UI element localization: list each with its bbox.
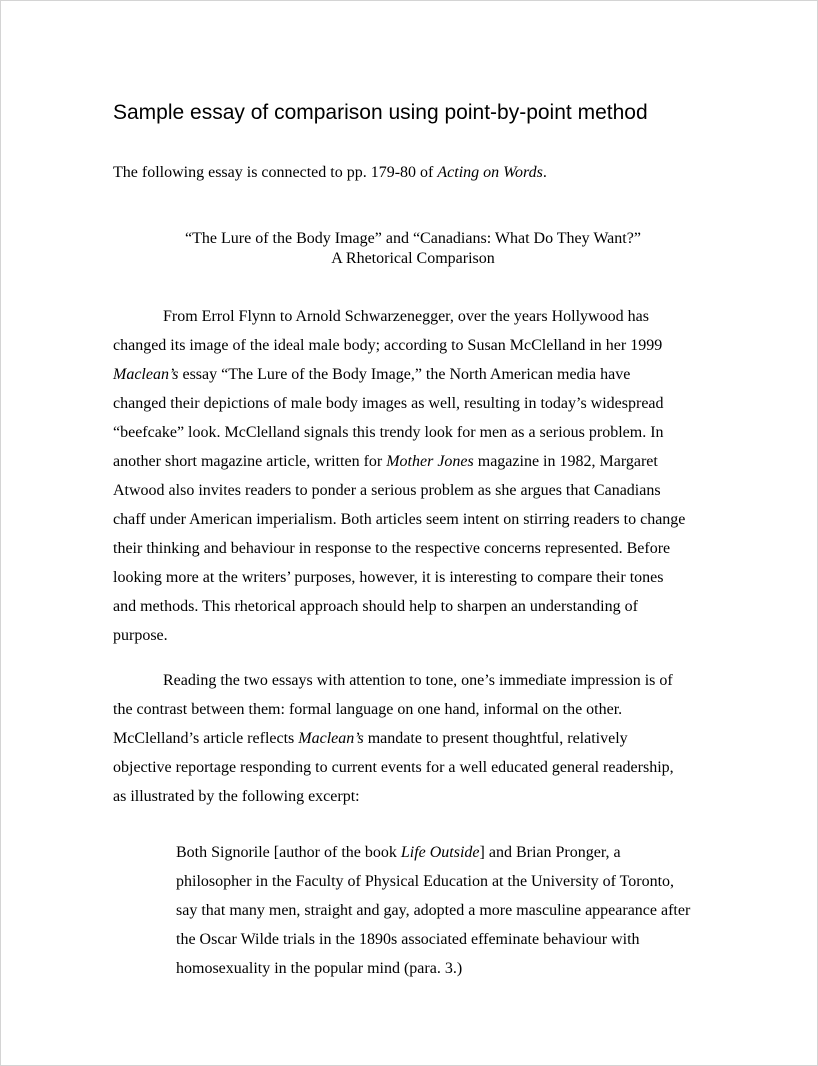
paragraph-2-line-1: Reading the two essays with attention to tone, one’s immediate impression is of bbox=[163, 672, 673, 689]
paragraph-1 bbox=[113, 302, 717, 650]
block-quote-line-5: homosexuality in the popular mind (para. 3.) bbox=[176, 960, 463, 977]
paragraph-1-line-9: their thinking and behaviour in response to the respective concerns represented. Before bbox=[113, 540, 671, 557]
paragraph-2-line-5: as illustrated by the following excerpt: bbox=[113, 788, 360, 805]
paragraph-1-line-6-pre: another short magazine article, written for bbox=[113, 453, 387, 470]
paragraph-1-line-8: chaff under American imperialism. Both articles seem intent on stirring readers to change bbox=[113, 511, 686, 528]
block-quote-line-3: say that many men, straight and gay, adopted a more masculine appearance after bbox=[176, 902, 691, 919]
intro-text: The following essay is connected to pp. 179-80 of bbox=[113, 164, 438, 181]
paragraph-2-line-4: objective reportage responding to current events for a well educated general readership, bbox=[113, 759, 674, 776]
intro-source-title: Acting on Words bbox=[437, 164, 543, 181]
paragraph-2-line-3-pre: McClelland’s article reflects bbox=[113, 730, 299, 747]
paragraph-1-line-2: changed its image of the ideal male body; according to Susan McClelland in her 1999 bbox=[113, 337, 663, 354]
paragraph-1-line-3-text: essay “The Lure of the Body Image,” the North American media have bbox=[178, 366, 631, 383]
paragraph-1-line-6 bbox=[113, 447, 717, 476]
block-quote bbox=[176, 838, 721, 983]
essay-subtitle: A Rhetorical Comparison bbox=[331, 250, 495, 267]
paragraph-2-line-3 bbox=[113, 724, 717, 753]
paragraph-1-line-3 bbox=[113, 360, 717, 389]
block-quote-line-1-post: ] and Brian Pronger, a bbox=[479, 844, 621, 861]
block-quote-line-1 bbox=[176, 838, 721, 867]
paragraph-2-line-2: the contrast between them: formal language on one hand, informal on the other. bbox=[113, 701, 623, 718]
intro-line bbox=[113, 162, 547, 184]
paragraph-2 bbox=[113, 666, 717, 811]
publication-name: Mother Jones bbox=[386, 453, 474, 470]
book-title: Life Outside bbox=[400, 844, 480, 861]
paragraph-1-line-7: Atwood also invites readers to ponder a serious problem as she argues that Canadians bbox=[113, 482, 661, 499]
paragraph-1-line-1: From Errol Flynn to Arnold Schwarzenegger, over the years Hollywood has bbox=[163, 308, 649, 325]
paragraph-1-line-10: looking more at the writers’ purposes, however, it is interesting to compare their tones bbox=[113, 569, 664, 586]
paragraph-1-line-5: “beefcake” look. McClelland signals this trendy look for men as a serious problem. In bbox=[113, 424, 664, 441]
paragraph-1-line-12: purpose. bbox=[113, 627, 168, 644]
essay-heading bbox=[113, 229, 713, 269]
publication-name: Maclean’s bbox=[113, 366, 179, 383]
intro-end: . bbox=[542, 164, 547, 181]
paragraph-1-line-6-post: magazine in 1982, Margaret bbox=[473, 453, 658, 470]
essay-title: “The Lure of the Body Image” and “Canadians: What Do They Want?” bbox=[185, 230, 641, 247]
document-title: Sample essay of comparison using point-by-point method bbox=[113, 101, 648, 124]
block-quote-line-4: the Oscar Wilde trials in the 1890s associated effeminate behaviour with bbox=[176, 931, 640, 948]
paragraph-1-line-4: changed their depictions of male body images as well, resulting in today’s widespread bbox=[113, 395, 664, 412]
publication-name: Maclean’s bbox=[298, 730, 364, 747]
block-quote-line-2: philosopher in the Faculty of Physical Education at the University of Toronto, bbox=[176, 873, 675, 890]
paragraph-2-line-3-post: mandate to present thoughtful, relatively bbox=[363, 730, 628, 747]
block-quote-line-1-pre: Both Signorile [author of the book bbox=[176, 844, 401, 861]
paragraph-1-line-11: and methods. This rhetorical approach should help to sharpen an understanding of bbox=[113, 598, 638, 615]
